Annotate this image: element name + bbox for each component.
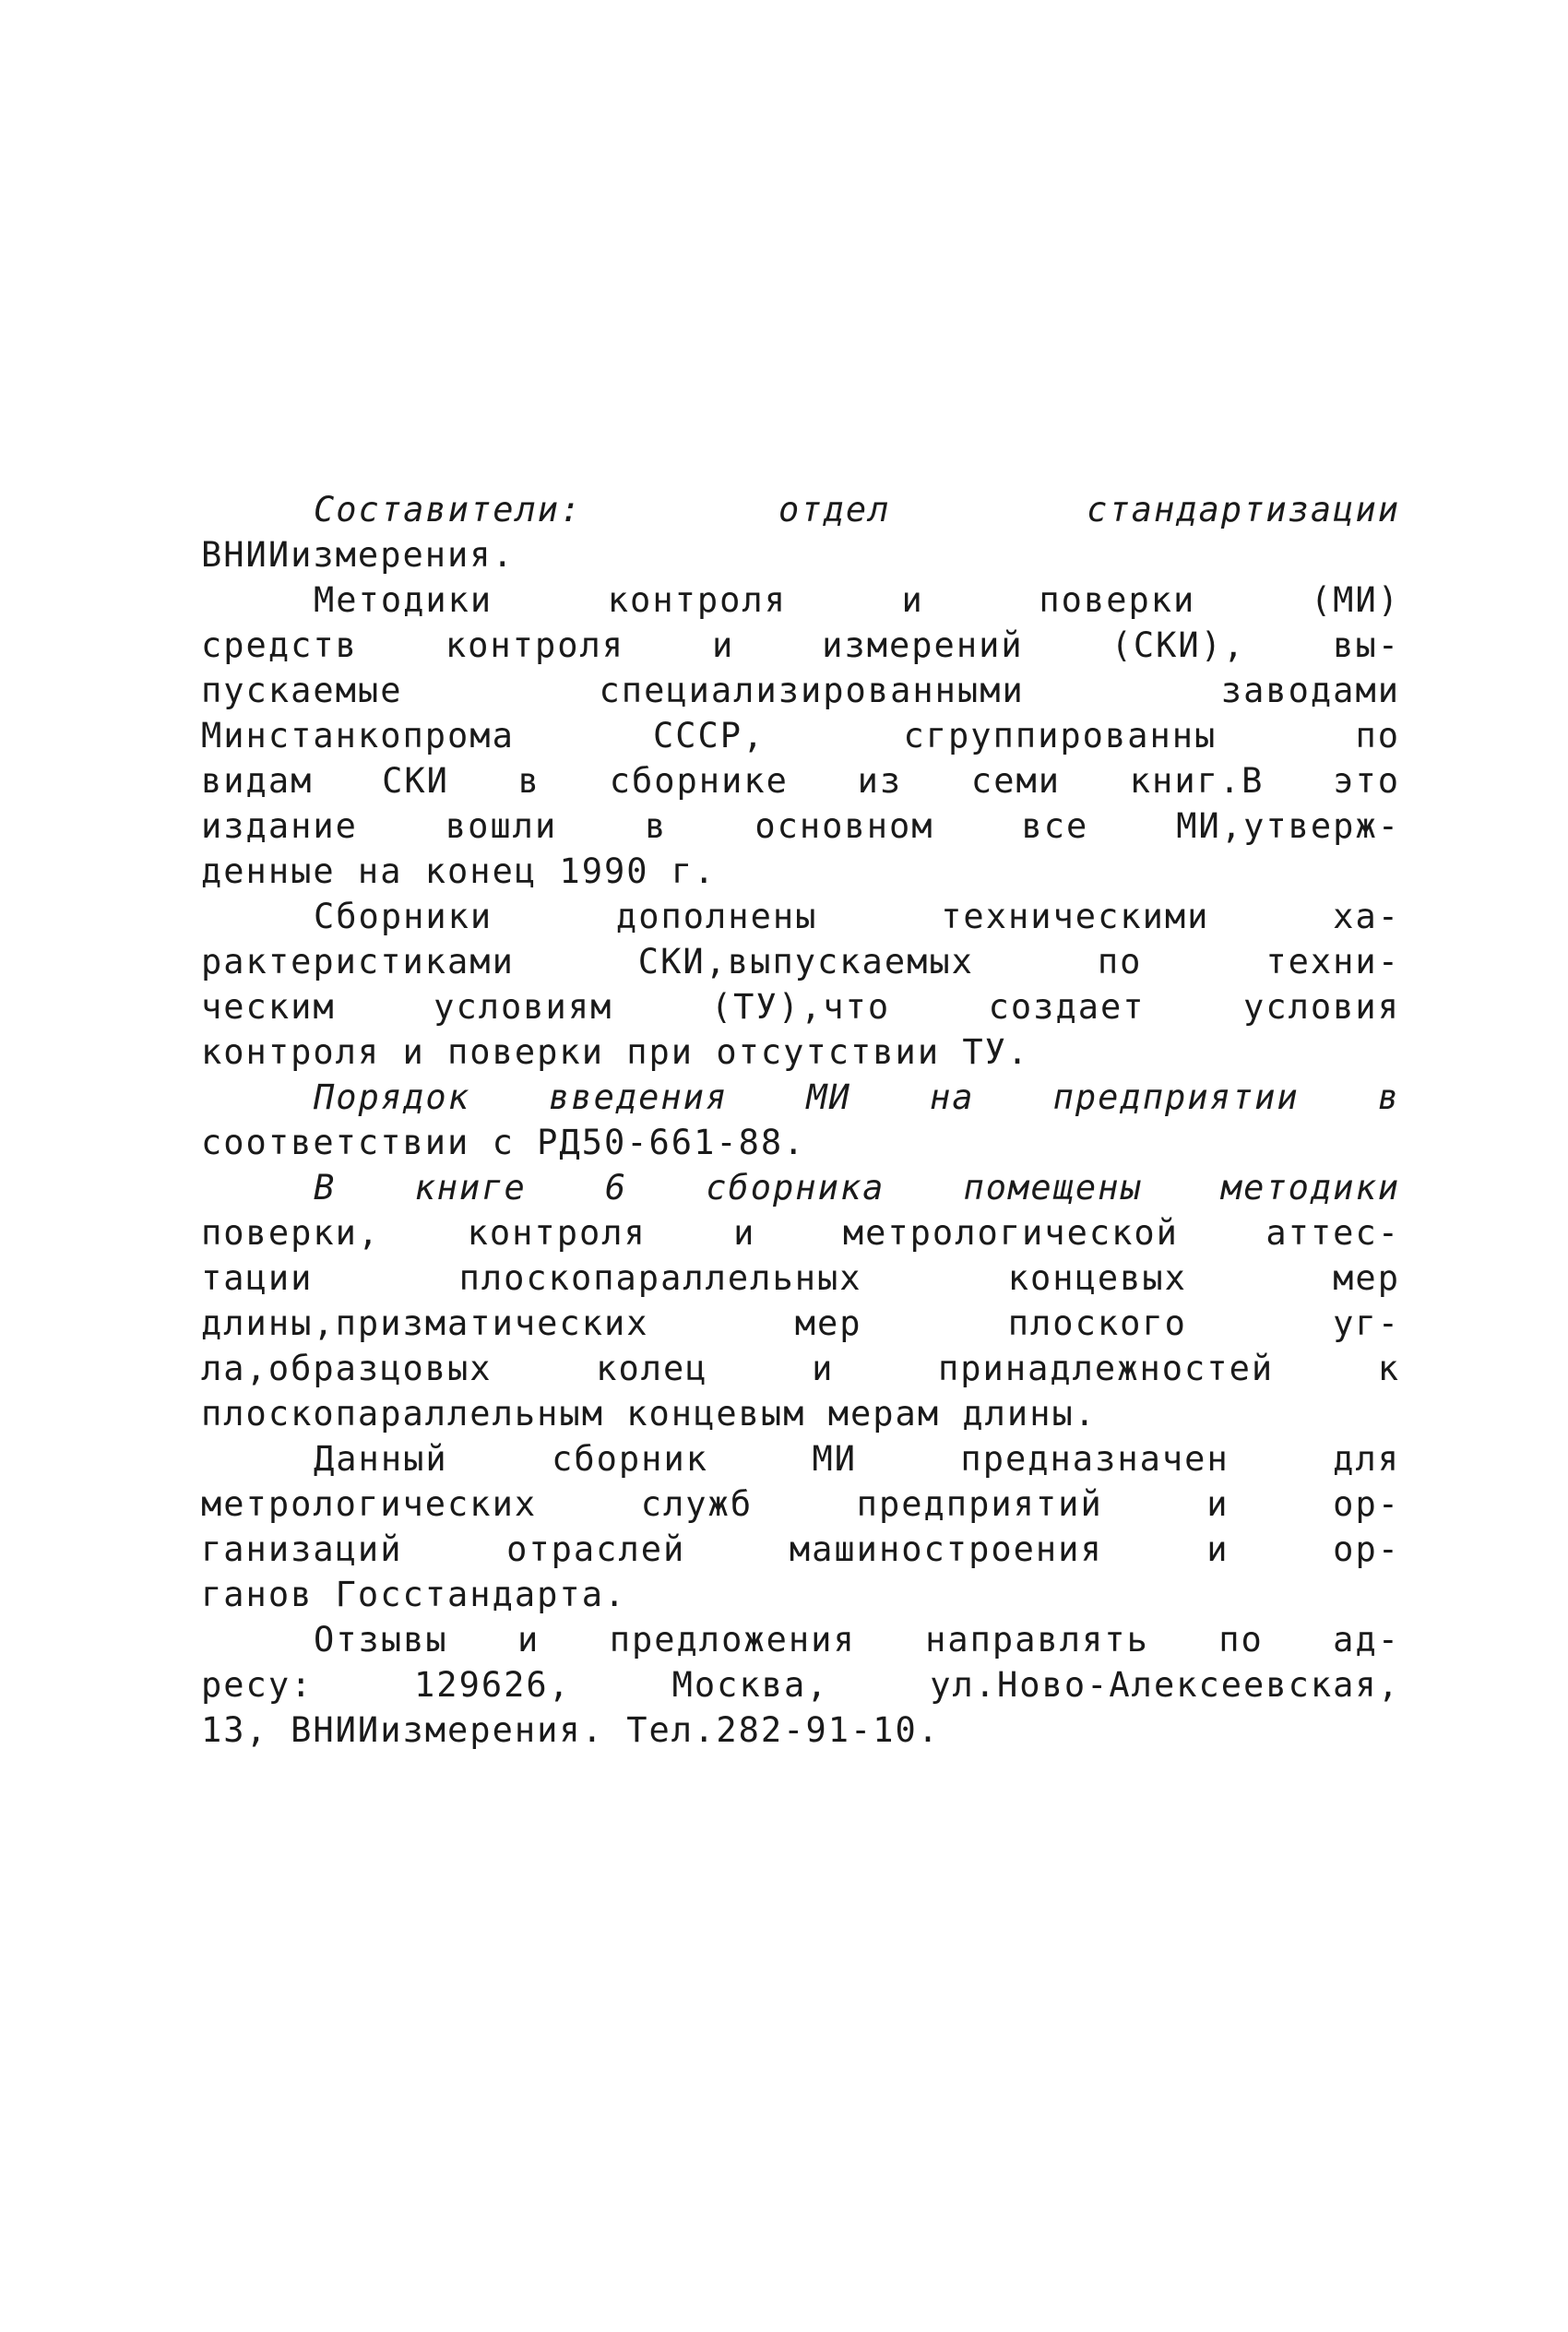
purpose-line-3: ганизаций отраслей машиностроения и ор- — [201, 1529, 1400, 1569]
supplements-line-1: Сборники дополнены техническими ха- — [314, 897, 1400, 936]
book-contents-line-6: плоскопараллельным концевым мерам длины. — [201, 1394, 1098, 1434]
supplements-line-4: контроля и поверки при отсутствии ТУ. — [201, 1032, 1030, 1072]
book-contents-line-2: поверки, контроля и метрологической аттес- — [201, 1213, 1400, 1253]
procedure-line-1: Порядок введения МИ на предприятии в — [314, 1077, 1400, 1117]
methods-line-7: денные на конец 1990 г. — [201, 851, 717, 891]
purpose-line-4: ганов Госстандарта. — [201, 1575, 627, 1614]
feedback-line-3: 13, ВНИИизмерения. Тел.282-91-10. — [201, 1710, 941, 1750]
compilers-line-1: Составители: отдел стандартизации — [314, 490, 1400, 529]
purpose-line-1: Данный сборник МИ предназначен для — [314, 1439, 1400, 1479]
compilers-line-2: ВНИИизмерения. — [201, 535, 515, 575]
methods-line-1: Методики контроля и поверки (МИ) — [314, 580, 1400, 620]
book-contents-line-4: длины,призматических мер плоского уг- — [201, 1303, 1400, 1343]
supplements-line-2: рактеристиками СКИ,выпускаемых по техни- — [201, 942, 1400, 982]
methods-line-2: средств контроля и измерений (СКИ), вы- — [201, 625, 1400, 665]
book-contents-line-1: В книге 6 сборника помещены методики — [314, 1168, 1400, 1208]
preface-text — [201, 487, 1400, 1753]
feedback-line-1: Отзывы и предложения направлять по ад- — [314, 1620, 1400, 1660]
procedure-line-2: соответствии с РД50-661-88. — [201, 1123, 806, 1162]
methods-line-4: Минстанкопрома СССР, сгруппированны по — [201, 716, 1400, 756]
book-contents-line-3: тации плоскопараллельных концевых мер — [201, 1258, 1400, 1298]
supplements-line-3: ческим условиям (ТУ),что создает условия — [201, 987, 1400, 1027]
book-contents-line-5: ла,образцовых колец и принадлежностей к — [201, 1349, 1400, 1388]
methods-line-3: пускаемые специализированными заводами — [201, 671, 1400, 710]
methods-line-6: издание вошли в основном все МИ,утверж- — [201, 806, 1400, 846]
purpose-line-2: метрологических служб предприятий и ор- — [201, 1484, 1400, 1524]
feedback-line-2: ресу: 129626, Москва, ул.Ново-Алексеевская, — [201, 1665, 1400, 1705]
methods-line-5: видам СКИ в сборнике из семи книг.В это — [201, 761, 1400, 801]
